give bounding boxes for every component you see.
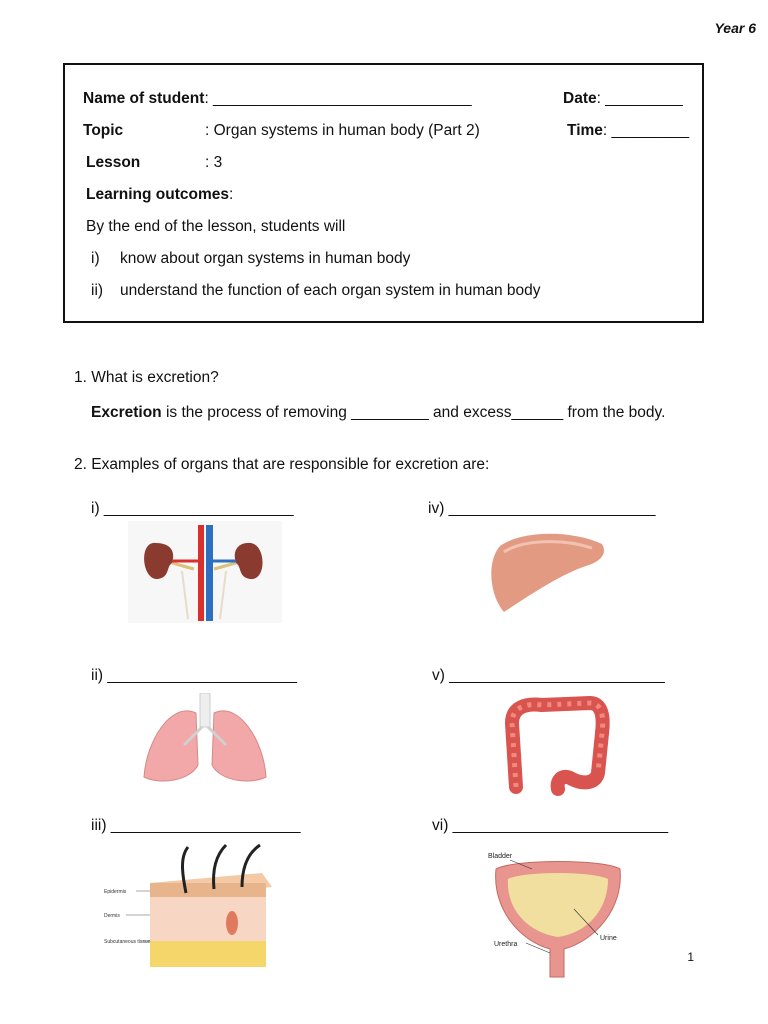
student-info-box (63, 63, 704, 323)
outcomes-heading: Learning outcomes: (86, 186, 234, 203)
skin-label: Dermis (104, 913, 120, 919)
time-label: Time (567, 122, 603, 139)
year-label: Year 6 (714, 20, 756, 36)
answer-1 (91, 404, 665, 422)
outcomes-intro: By the end of the lesson, students will (86, 218, 346, 235)
bladder-image (484, 849, 634, 979)
outcome-num: ii) (91, 282, 104, 299)
answer-1-text[interactable]: is the process of removing _________ and excess______ from the body. (161, 404, 666, 421)
topic-row (83, 122, 123, 140)
bladder-label: Bladder (488, 853, 513, 860)
question-2: 2. Examples of organs that are responsible for excretion are: (74, 456, 490, 473)
lesson-label: Lesson (86, 154, 141, 171)
question-1: 1. What is excretion? (74, 369, 219, 386)
bladder-label: Urethra (494, 941, 518, 948)
blank-i[interactable]: i) ______________________ (91, 500, 294, 517)
date-label: Date (563, 90, 597, 107)
blank-ii[interactable]: ii) ______________________ (91, 667, 298, 684)
date-row (563, 90, 683, 108)
skin-label: Epidermis (104, 889, 127, 895)
outcome-num: i) (91, 250, 100, 267)
lesson-value: : 3 (205, 154, 223, 171)
outcome-text: know about organ systems in human body (120, 250, 411, 267)
time-row (567, 122, 689, 140)
topic-value: : Organ systems in human body (Part 2) (205, 122, 480, 139)
name-row (83, 90, 472, 108)
bladder-label: Urine (600, 935, 617, 942)
name-label: Name of student (83, 90, 205, 107)
liver-image (482, 526, 612, 618)
blank-iii[interactable]: iii) ______________________ (91, 817, 301, 834)
lungs-image (140, 693, 270, 785)
outcome-text: understand the function of each organ system in human body (120, 282, 541, 299)
page-number: 1 (687, 950, 694, 964)
blank-vi[interactable]: vi) _________________________ (432, 817, 669, 834)
name-blank[interactable]: : ______________________________ (204, 90, 472, 107)
excretion-term: Excretion (91, 404, 162, 421)
blank-v[interactable]: v) _________________________ (432, 667, 665, 684)
blank-iv[interactable]: iv) ________________________ (428, 500, 656, 517)
kidneys-image (128, 521, 282, 623)
topic-label: Topic (83, 122, 124, 139)
skin-label: Subcutaneous tissue (104, 939, 151, 945)
intestine-image (498, 693, 610, 799)
skin-image (102, 843, 278, 973)
time-blank[interactable]: : _________ (602, 122, 690, 139)
date-blank[interactable]: : _________ (596, 90, 683, 107)
